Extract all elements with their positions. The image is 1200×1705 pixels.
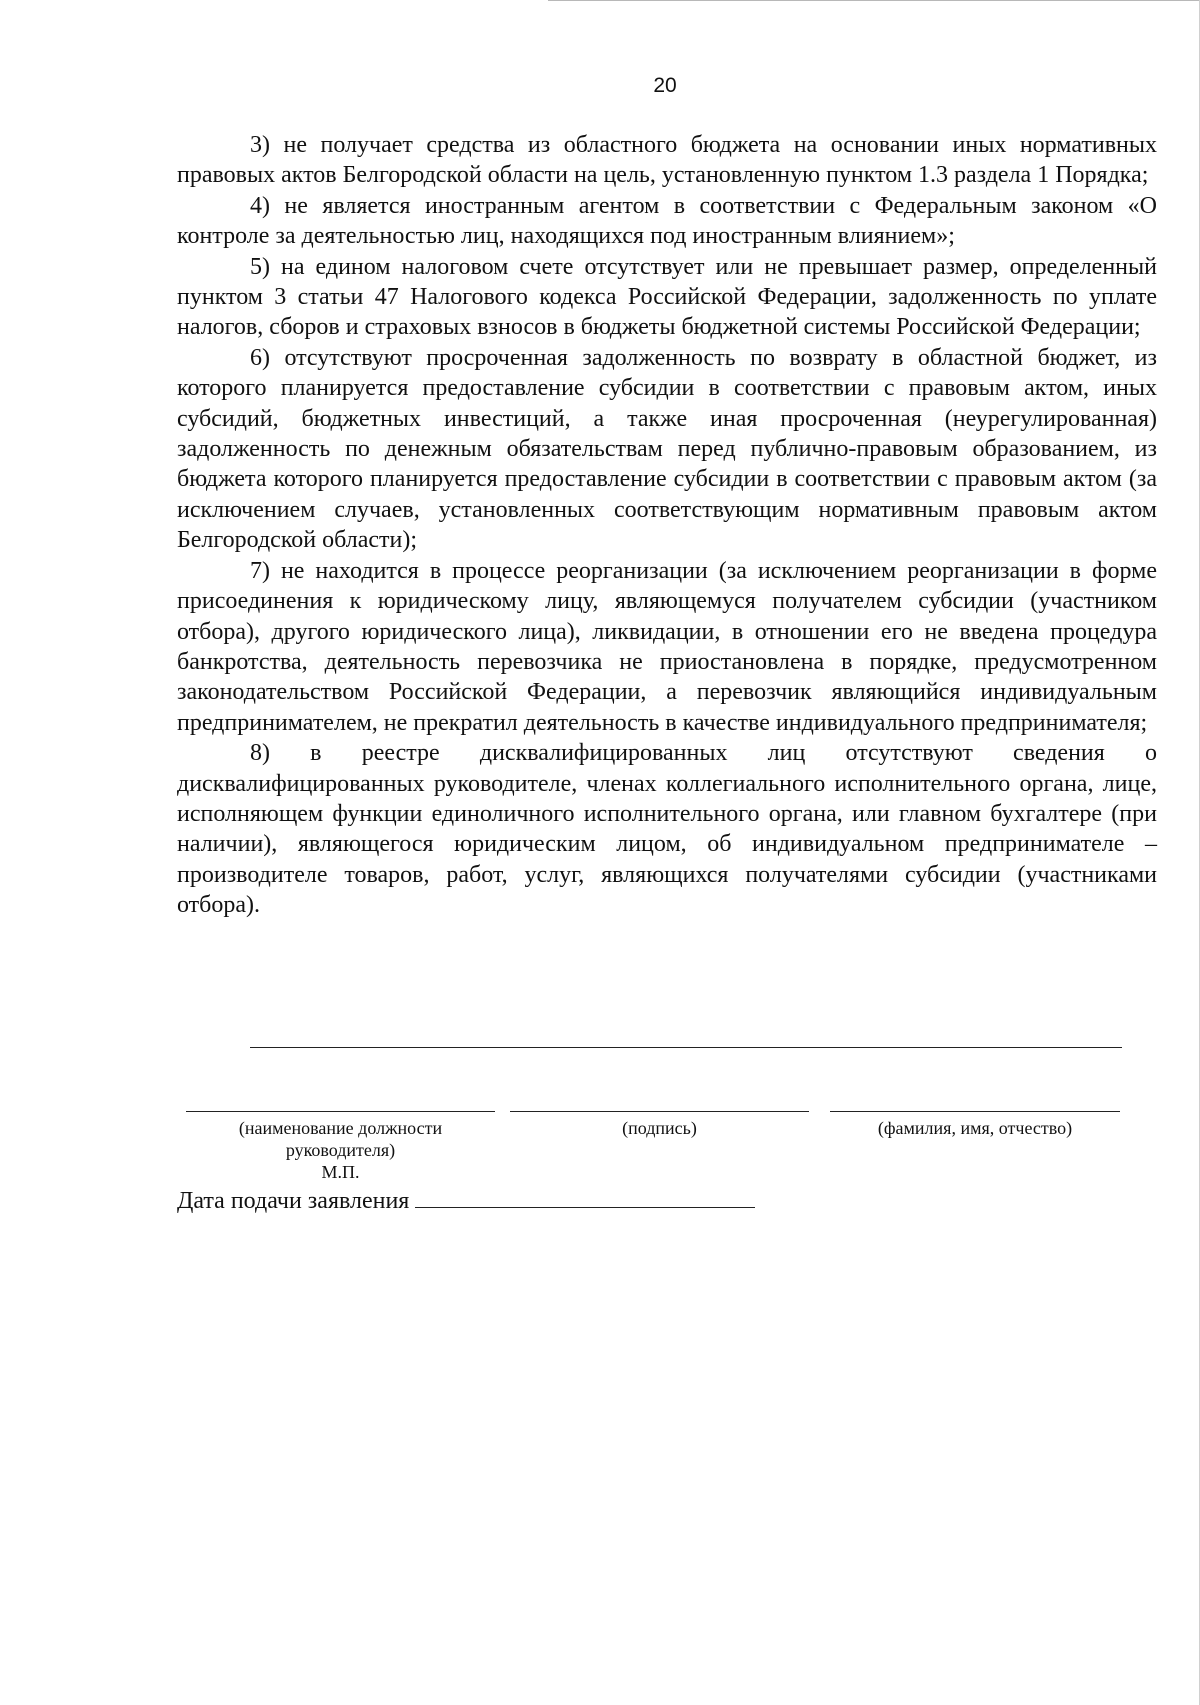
paragraph-item-5: 5) на едином налоговом счете отсутствует или не превышает размер, определенный пунктом 3 статьи 47 Налогового кодекса Российской Федерации, задолженность по уплате налогов, сборов и страховых взносов в бюджеты бюджетной системы Российской Федерации;: [177, 253, 1157, 341]
separator-line: [250, 1047, 1122, 1048]
date-field[interactable]: [415, 1183, 755, 1208]
position-caption-line2: руководителя): [285, 1140, 396, 1160]
stamp-label: М.П.: [321, 1162, 360, 1182]
position-line: [186, 1111, 495, 1112]
date-label: Дата подачи заявления: [177, 1188, 410, 1214]
paragraph-item-6: 6) отсутствуют просроченная задолженность по возврату в областной бюджет, из которого планируется предоставление субсидии в соответствии с правовым актом, иных субсидий, бюджетных инвестиций, а также иная просроченная (неурегулированная) задолженность по денежным обязательствам перед публично-правовым образованием, из бюджета которого планируется предоставление субсидии в соответствии с правовым актом (за исключением случаев, установленных соответствующим нормативным правовым актом Белгородской области);: [177, 344, 1157, 554]
name-line: [830, 1111, 1120, 1112]
submission-date-row: [177, 1183, 755, 1216]
name-caption: (фамилия, имя, отчество): [877, 1118, 1073, 1138]
paragraph-item-3: 3) не получает средства из областного бюджета на основании иных нормативных правовых актов Белгородской области на цель, установленную пунктом 1.3 раздела 1 Порядка;: [177, 132, 1157, 189]
position-caption: [186, 1117, 495, 1183]
page-number: 20: [653, 74, 677, 97]
paragraph-item-7: 7) не находится в процессе реорганизации (за исключением реорганизации в форме присоединения к юридическому лицу, являющемуся получателем субсидии (участником отбора), другого юридического лица), ликвидации, в отношении его не введена процедура банкротства, деятельность перевозчика не приостановлена в порядке, предусмотренном законодательством Российской Федерации, а перевозчик являющийся индивидуальным предпринимателем, не прекратил деятельность в качестве индивидуального предпринимателя;: [177, 557, 1157, 736]
paragraph-item-4: 4) не является иностранным агентом в соответствии с Федеральным законом «О контроле за деятельностью лиц, находящихся под иностранным влиянием»;: [177, 192, 1157, 250]
signature-line: [510, 1111, 809, 1112]
position-caption-line1: (наименование должности: [238, 1118, 443, 1138]
paragraph-item-8: 8) в реестре дисквалифицированных лиц отсутствуют сведения о дисквалифицированных руководителе, членах коллегиального исполнительного органа, лице, исполняющем функции единоличного исполнительного органа, или главном бухгалтере (при наличии), являющегося юридическим лицом, об индивидуальном предпринимателе – производителе товаров, работ, услуг, являющихся получателями субсидии (участниками отбора).: [177, 740, 1157, 919]
signature-caption: (подпись): [622, 1118, 697, 1138]
